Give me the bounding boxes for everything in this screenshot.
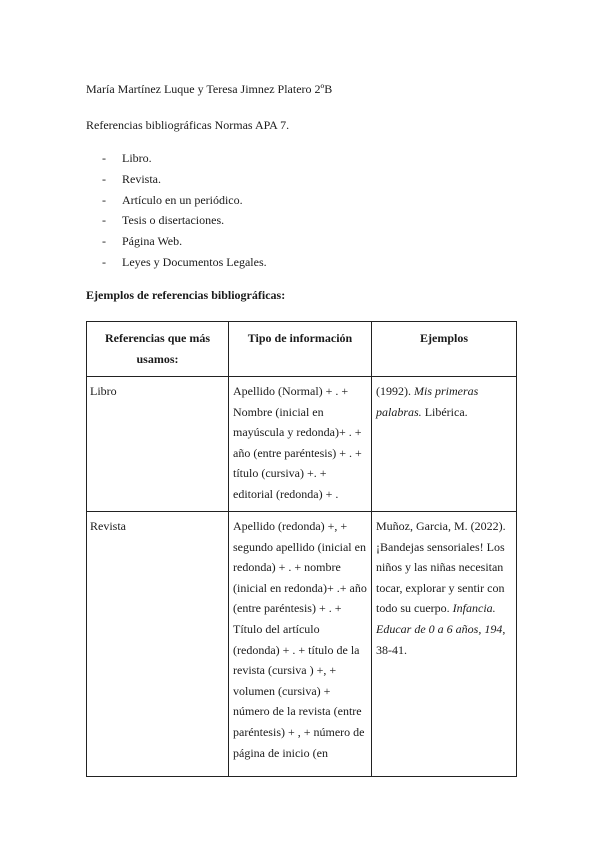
list-item: - Libro. bbox=[102, 151, 152, 165]
header-examples: Ejemplos bbox=[372, 322, 517, 377]
document-authors: María Martínez Luque y Teresa Jimnez Platero 2ºB bbox=[86, 82, 333, 96]
cell-reference-name: Revista bbox=[87, 512, 229, 777]
cell-example: (1992). Mis primeras palabras. Libérica. bbox=[372, 377, 517, 512]
cell-example: Muñoz, Garcia, M. (2022). ¡Bandejas sensoriales! Los niños y las niñas necesitan tocar, explorar y sentir con todo su cuerpo. Infancia. Educar de 0 a 6 años, 194, 38-41. bbox=[372, 512, 517, 777]
list-item: - Tesis o disertaciones. bbox=[102, 213, 225, 228]
cell-info: Apellido (Normal) + . + Nombre (inicial en mayúscula y redonda)+ . + año (entre paréntesis) + . + título (cursiva) +. + editorial (redonda) + . bbox=[229, 377, 372, 512]
reference-types-list bbox=[98, 150, 267, 275]
list-item: - Revista. bbox=[102, 171, 161, 186]
references-table bbox=[86, 321, 517, 777]
table-row bbox=[87, 377, 517, 512]
list-item: - Leyes y Documentos Legales. bbox=[102, 254, 267, 269]
table-row bbox=[87, 512, 517, 777]
cell-reference-name: Libro bbox=[87, 377, 229, 512]
examples-heading: Ejemplos de referencias bibliográficas: bbox=[86, 288, 286, 302]
cell-info: Apellido (redonda) +, + segundo apellido (inicial en redonda) + . + nombre (inicial en redonda)+ .+ año (entre paréntesis) + . + Título del artículo (redonda) + . + título de la revista (cursiva ) +, + volumen (cursiva) + número de la revista (entre paréntesis) + , + número de página de inicio (en bbox=[229, 512, 372, 777]
header-references: Referencias que más usamos: bbox=[87, 322, 229, 377]
document-subtitle: Referencias bibliográficas Normas APA 7. bbox=[86, 118, 290, 132]
table-header-row bbox=[87, 322, 517, 377]
header-info-type: Tipo de información bbox=[229, 322, 372, 377]
list-item: - Artículo en un periódico. bbox=[102, 192, 243, 207]
list-item: - Página Web. bbox=[102, 234, 183, 249]
